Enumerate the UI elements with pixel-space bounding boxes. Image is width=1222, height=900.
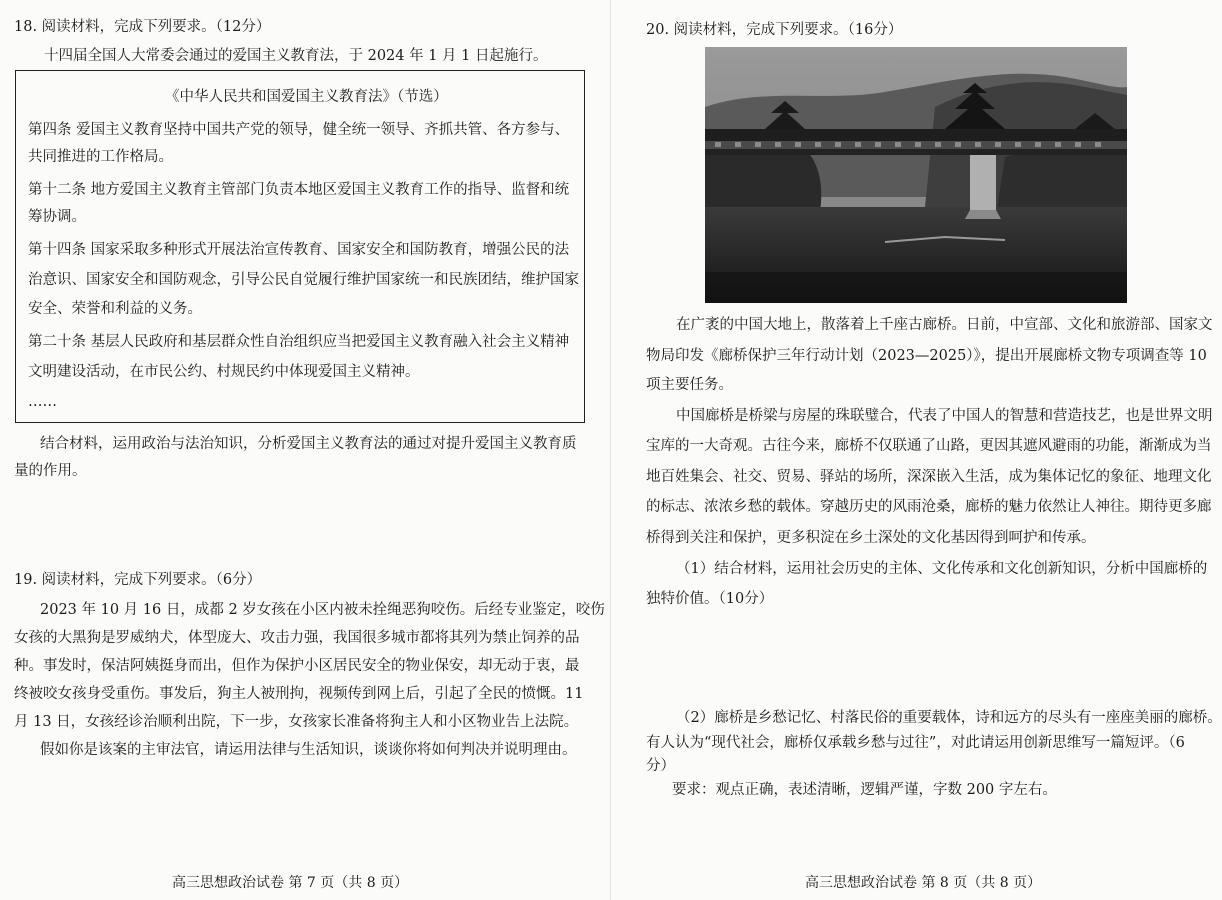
- q19-task: 假如你是该案的主审法官，请运用法律与生活知识，谈谈你将如何判决并说明理由。: [40, 742, 577, 758]
- q18-heading: 18. 阅读材料，完成下列要求。（12分）: [14, 19, 271, 35]
- law-line: 第四条 爱国主义教育坚持中国共产党的领导，健全统一领导、齐抓共管、各方参与、: [28, 122, 570, 138]
- law-line: 第二十条 基层人民政府和基层群众性自治组织应当把爱国主义教育融入社会主义精神: [28, 334, 570, 350]
- q19-line: 女孩的大黑狗是罗威纳犬，体型庞大、攻击力强，我国很多城市都将其列为禁止饲养的品: [14, 630, 580, 646]
- q18-intro: 十四届全国人大常委会通过的爱国主义教育法，于 2024 年 1 月 1 日起施行。: [44, 48, 548, 64]
- law-line: 共同推进的工作格局。: [28, 149, 173, 165]
- q20-para1: 在广袤的中国大地上，散落着上千座古廊桥。日前，中宣部、文化和旅游部、国家文: [676, 317, 1213, 333]
- q18-task: 量的作用。: [14, 463, 87, 479]
- exam-page-8: [612, 0, 1222, 900]
- q20-sub2: 有人认为“现代社会，廊桥仅承载乡愁与过往”，对此请运用创新思维写一篇短评。（6: [646, 735, 1185, 751]
- q19-line: 种。事发时，保洁阿姨挺身而出，但作为保护小区居民安全的物业保安，却无动于衷，最: [14, 658, 580, 674]
- q20-para2: 宝库的一大奇观。古往今来，廊桥不仅联通了山路，更因其遮风避雨的功能，渐渐成为当: [646, 438, 1212, 454]
- q20-para1: 项主要任务。: [646, 377, 733, 393]
- q20-sub2: （2）廊桥是乡愁记忆、村落民俗的重要载体，诗和远方的尽头有一座座美丽的廊桥。: [676, 710, 1222, 726]
- exam-page-7: [0, 0, 610, 900]
- page-footer: 高三思想政治试卷 第 7 页（共 8 页）: [172, 875, 409, 891]
- q20-requirement: 要求：观点正确，表述清晰，逻辑严谨，字数 200 字左右。: [672, 782, 1057, 798]
- q20-sub2: 分）: [646, 758, 675, 774]
- q18-task: 结合材料，运用政治与法治知识，分析爱国主义教育法的通过对提升爱国主义教育质: [40, 436, 577, 452]
- q20-para2: 的标志、浓浓乡愁的载体。穿越历史的风雨沧桑，廊桥的魅力依然让人神往。期待更多廊: [646, 499, 1212, 515]
- law-excerpt-title: 《中华人民共和国爱国主义教育法》（节选）: [165, 89, 448, 105]
- law-line: 安全、荣誉和利益的义务。: [28, 301, 202, 317]
- page-footer: 高三思想政治试卷 第 8 页（共 8 页）: [805, 875, 1042, 891]
- law-line: 第十二条 地方爱国主义教育主管部门负责本地区爱国主义教育工作的指导、监督和统: [28, 182, 570, 198]
- q20-para1: 物局印发《廊桥保护三年行动计划（2023—2025）》，提出开展廊桥文物专项调查等 10: [646, 348, 1207, 364]
- q20-para2: 中国廊桥是桥梁与房屋的珠联璧合，代表了中国人的智慧和营造技艺，也是世界文明: [676, 408, 1213, 424]
- page-divider: [610, 0, 611, 900]
- q20-sub1: 独特价值。（10分）: [646, 591, 774, 607]
- q20-heading: 20. 阅读材料，完成下列要求。（16分）: [646, 22, 903, 38]
- law-line: 文明建设活动，在市民公约、村规民约中体现爱国主义精神。: [28, 364, 420, 380]
- q19-line: 月 13 日，女孩经诊治顺利出院，下一步，女孩家长准备将狗主人和小区物业告上法院。: [14, 714, 579, 730]
- law-line: 治意识、国家安全和国防观念，引导公民自觉履行维护国家统一和民族团结，维护国家: [28, 272, 579, 288]
- law-line: 第十四条 国家采取多种形式开展法治宣传教育、国家安全和国防教育，增强公民的法: [28, 242, 570, 258]
- q20-para2: 桥得到关注和保护，更多积淀在乡土深处的文化基因得到呵护和传承。: [646, 530, 1096, 546]
- q19-line: 2023 年 10 月 16 日，成都 2 岁女孩在小区内被未拴绳恶狗咬伤。后经专业鉴定，咬伤: [40, 602, 605, 618]
- q19-line: 终被咬女孩身受重伤。事发后，狗主人被刑拘，视频传到网上后，引起了全民的愤慨。11: [14, 686, 584, 702]
- q20-sub1: （1）结合材料，运用社会历史的主体、文化传承和文化创新知识，分析中国廊桥的: [676, 561, 1208, 577]
- q19-heading: 19. 阅读材料，完成下列要求。（6分）: [14, 572, 262, 588]
- law-line: 筹协调。: [28, 209, 86, 225]
- law-ellipsis: ……: [28, 394, 57, 410]
- covered-bridge-photo: [705, 47, 1127, 303]
- q20-para2: 地百姓集会、社交、贸易、驿站的场所，深深嵌入生活，成为集体记忆的象征、地理文化: [646, 469, 1212, 485]
